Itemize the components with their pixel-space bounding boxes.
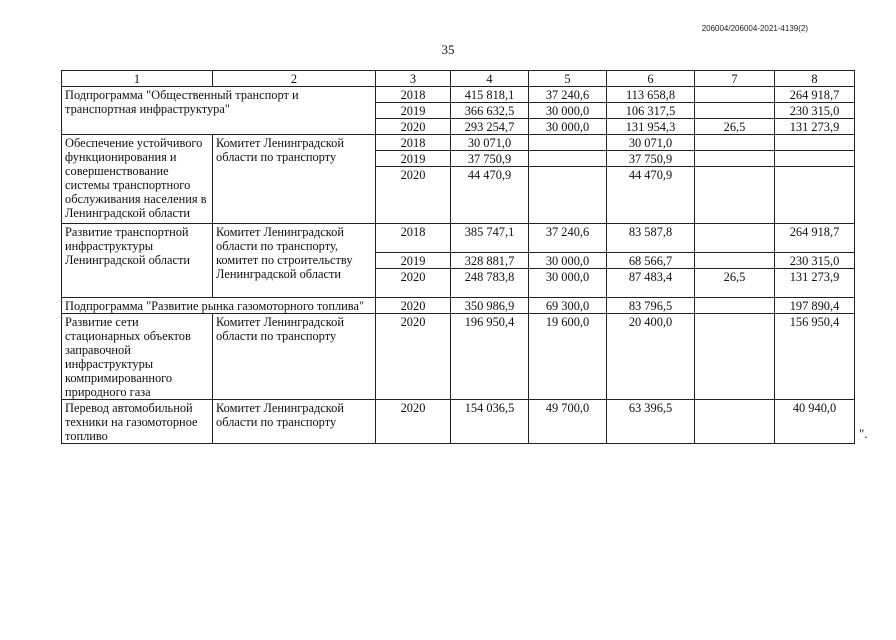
header-cell: 1 xyxy=(62,71,213,87)
value-cell: 415 818,1 xyxy=(451,87,529,103)
year-cell: 2019 xyxy=(376,103,451,119)
value-cell: 197 890,4 xyxy=(775,298,855,314)
table-row xyxy=(62,87,855,103)
value-cell: 19 600,0 xyxy=(529,314,607,400)
executor-cell: Комитет Ленинградской области по транспорту, комитет по строительству Ленинградской области xyxy=(213,224,376,298)
year-cell: 2020 xyxy=(376,119,451,135)
value-cell: 113 658,8 xyxy=(607,87,695,103)
executor-cell: Комитет Ленинградской области по транспорту xyxy=(213,314,376,400)
value-cell xyxy=(695,400,775,444)
value-cell: 37 240,6 xyxy=(529,224,607,253)
value-cell: 83 796,5 xyxy=(607,298,695,314)
value-cell: 248 783,8 xyxy=(451,269,529,298)
value-cell: 264 918,7 xyxy=(775,224,855,253)
value-cell: 230 315,0 xyxy=(775,253,855,269)
document-id: 206004/206004-2021-4139(2) xyxy=(701,24,808,33)
value-cell: 40 940,0 xyxy=(775,400,855,444)
value-cell: 30 000,0 xyxy=(529,119,607,135)
measure-name-cell: Обеспечение устойчивого функционирования и совершенствование системы транспортного обслуживания населения в Ленинградской области xyxy=(62,135,213,224)
value-cell xyxy=(529,135,607,151)
year-cell: 2018 xyxy=(376,224,451,253)
value-cell: 20 400,0 xyxy=(607,314,695,400)
table-row xyxy=(62,224,855,253)
measure-name-cell: Перевод автомобильной техники на газомоторное топливо xyxy=(62,400,213,444)
value-cell: 63 396,5 xyxy=(607,400,695,444)
value-cell: 44 470,9 xyxy=(607,167,695,224)
value-cell: 230 315,0 xyxy=(775,103,855,119)
year-cell: 2019 xyxy=(376,253,451,269)
value-cell: 37 240,6 xyxy=(529,87,607,103)
value-cell xyxy=(695,314,775,400)
header-row xyxy=(62,71,855,87)
table-row xyxy=(62,400,855,444)
executor-cell: Комитет Ленинградской области по транспорту xyxy=(213,135,376,224)
value-cell: 83 587,8 xyxy=(607,224,695,253)
subprogram-name-cell: Подпрограмма "Развитие рынка газомоторного топлива" xyxy=(62,298,376,314)
value-cell: 328 881,7 xyxy=(451,253,529,269)
value-cell xyxy=(775,151,855,167)
table-row xyxy=(62,298,855,314)
header-cell: 4 xyxy=(451,71,529,87)
value-cell xyxy=(695,253,775,269)
value-cell: 154 036,5 xyxy=(451,400,529,444)
header-cell: 5 xyxy=(529,71,607,87)
table-row xyxy=(62,314,855,400)
value-cell: 37 750,9 xyxy=(451,151,529,167)
value-cell: 26,5 xyxy=(695,269,775,298)
header-cell: 7 xyxy=(695,71,775,87)
page-number: 35 xyxy=(441,42,455,57)
value-cell xyxy=(529,167,607,224)
value-cell xyxy=(775,167,855,224)
value-cell: 131 273,9 xyxy=(775,269,855,298)
value-cell: 30 000,0 xyxy=(529,269,607,298)
value-cell: 49 700,0 xyxy=(529,400,607,444)
header-cell: 6 xyxy=(607,71,695,87)
value-cell: 30 071,0 xyxy=(607,135,695,151)
measure-name-cell: Развитие сети стационарных объектов заправочной инфраструктуры компримированного природного газа xyxy=(62,314,213,400)
closing-quote-mark: ". xyxy=(859,426,868,441)
value-cell xyxy=(775,135,855,151)
year-cell: 2018 xyxy=(376,135,451,151)
value-cell: 37 750,9 xyxy=(607,151,695,167)
header-cell: 8 xyxy=(775,71,855,87)
value-cell xyxy=(695,151,775,167)
value-cell xyxy=(695,87,775,103)
value-cell: 156 950,4 xyxy=(775,314,855,400)
value-cell: 385 747,1 xyxy=(451,224,529,253)
value-cell xyxy=(695,224,775,253)
year-cell: 2020 xyxy=(376,314,451,400)
value-cell xyxy=(695,103,775,119)
value-cell: 68 566,7 xyxy=(607,253,695,269)
value-cell: 30 000,0 xyxy=(529,253,607,269)
value-cell: 366 632,5 xyxy=(451,103,529,119)
value-cell: 131 273,9 xyxy=(775,119,855,135)
year-cell: 2020 xyxy=(376,269,451,298)
executor-cell: Комитет Ленинградской области по транспорту xyxy=(213,400,376,444)
budget-table xyxy=(61,70,855,444)
value-cell xyxy=(695,135,775,151)
value-cell xyxy=(695,298,775,314)
value-cell: 350 986,9 xyxy=(451,298,529,314)
year-cell: 2020 xyxy=(376,167,451,224)
header-cell: 2 xyxy=(213,71,376,87)
table-row xyxy=(62,135,855,151)
year-cell: 2020 xyxy=(376,298,451,314)
value-cell xyxy=(529,151,607,167)
measure-name-cell: Развитие транспортной инфраструктуры Ленинградской области xyxy=(62,224,213,298)
value-cell: 106 317,5 xyxy=(607,103,695,119)
value-cell: 30 000,0 xyxy=(529,103,607,119)
value-cell: 264 918,7 xyxy=(775,87,855,103)
value-cell: 30 071,0 xyxy=(451,135,529,151)
value-cell: 44 470,9 xyxy=(451,167,529,224)
year-cell: 2019 xyxy=(376,151,451,167)
value-cell: 87 483,4 xyxy=(607,269,695,298)
value-cell: 26,5 xyxy=(695,119,775,135)
subprogram-name-cell: Подпрограмма "Общественный транспорт и транспортная инфраструктура" xyxy=(62,87,376,135)
value-cell xyxy=(695,167,775,224)
value-cell: 69 300,0 xyxy=(529,298,607,314)
value-cell: 131 954,3 xyxy=(607,119,695,135)
year-cell: 2018 xyxy=(376,87,451,103)
value-cell: 196 950,4 xyxy=(451,314,529,400)
value-cell: 293 254,7 xyxy=(451,119,529,135)
header-cell: 3 xyxy=(376,71,451,87)
year-cell: 2020 xyxy=(376,400,451,444)
